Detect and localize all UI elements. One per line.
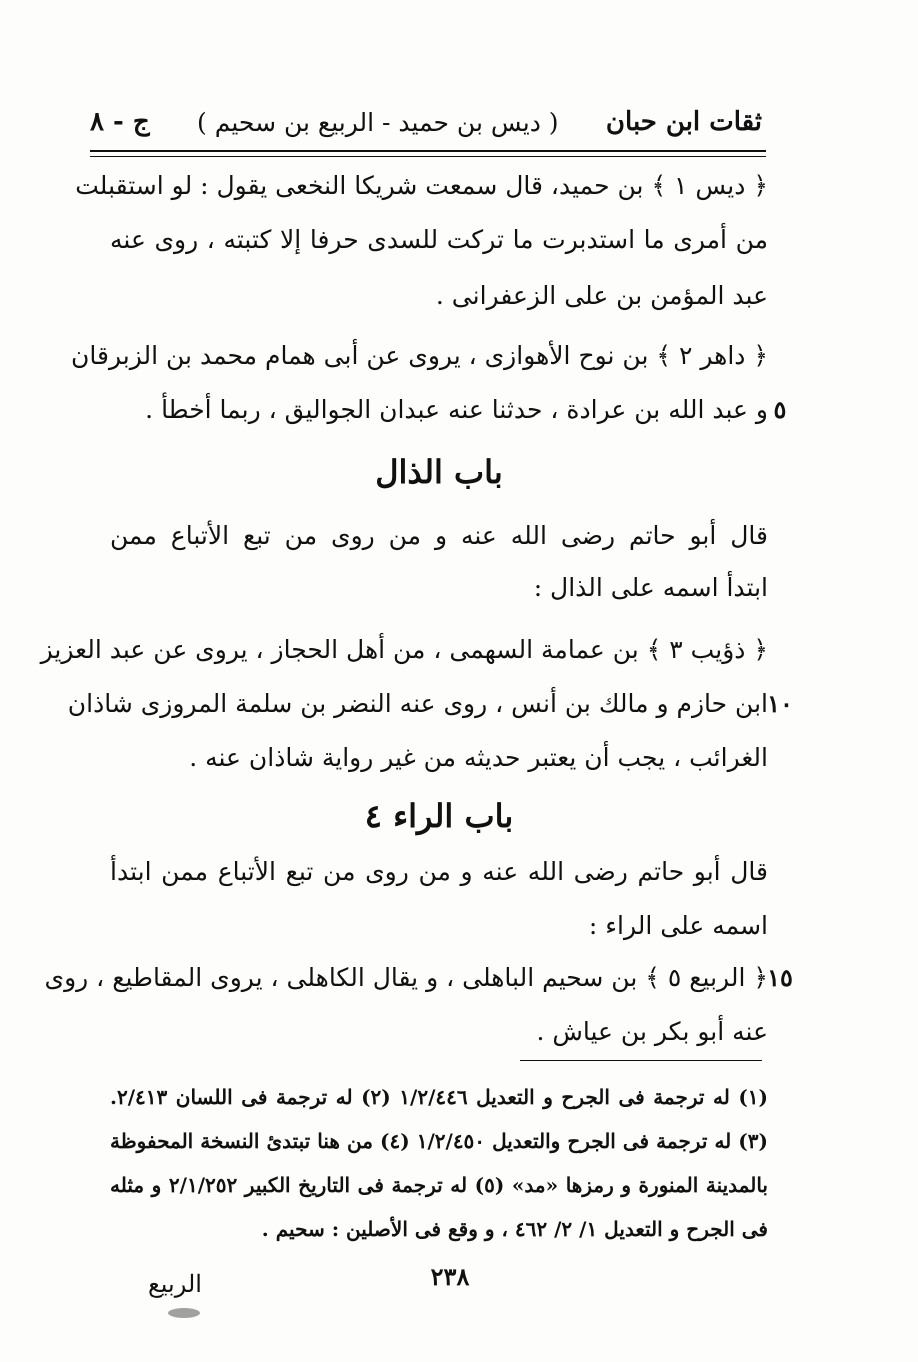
footnote-line: (٣) له ترجمة فى الجرح والتعديل ١/٢/٤٥٠ (٤) من هنا تبتدئ النسخة المحفوظة <box>110 1129 768 1153</box>
body-line: ﴿ الربيع ٥ ﴾ بن سحيم الباهلى ، و يقال الكاهلى ، يروى المقاطيع ، روى <box>44 963 768 992</box>
line-number: ١٥ <box>767 963 793 992</box>
footnote-separator <box>520 1060 762 1061</box>
body-line: عبد المؤمن بن على الزعفرانى . <box>435 281 768 310</box>
body-line: قال أبو حاتم رضى الله عنه و من روى من تبع الأتباع ممن ابتدأ <box>110 857 768 886</box>
line-number: ٥ <box>773 395 787 424</box>
body-line: من أمرى ما استدبرت ما تركت للسدى حرفا إلا كتبته ، روى عنه <box>110 225 768 254</box>
body-line: و عبد الله بن عرادة ، حدثنا عنه عبدان الجواليق ، ربما أخطأ . <box>145 395 768 424</box>
body-line: ﴿ ذؤيب ٣ ﴾ بن عمامة السهمى ، من أهل الحجاز ، يروى عن عبد العزيز <box>40 635 768 664</box>
header-rule <box>90 150 766 152</box>
page-number: ٢٣٨ <box>430 1262 470 1291</box>
body-line: الغرائب ، يجب أن يعتبر حديثه من غير رواية شاذان عنه . <box>189 743 768 772</box>
body-line: قال أبو حاتم رضى الله عنه و من روى من تبع الأتباع ممن <box>110 521 768 550</box>
body-line: اسمه على الراء : <box>588 911 768 940</box>
volume-label: ج - ٨ <box>90 107 150 137</box>
ink-smudge <box>168 1308 200 1318</box>
footnote-line: فى الجرح و التعديل ١/ ٢/ ٤٦٢ ، و وقع فى الأصلين : سحيم . <box>261 1217 768 1241</box>
footnote-line: (١) له ترجمة فى الجرح و التعديل ١/٢/٤٤٦ (٢) له ترجمة فى اللسان ٢/٤١٣. <box>110 1085 768 1109</box>
body-line: ابن حازم و مالك بن أنس ، روى عنه النضر بن سلمة المروزى شاذان <box>67 689 768 718</box>
footnote-line: بالمدينة المنورة و رمزها «مد» (٥) له ترجمة فى التاريخ الكبير ٢/١/٢٥٢ و مثله <box>110 1173 768 1197</box>
catchword: الربيع <box>148 1270 202 1298</box>
line-number: ١٠ <box>767 689 793 718</box>
header-rule-thin <box>90 156 766 157</box>
body-line: عنه أبو بكر بن عياش . <box>536 1017 768 1046</box>
section-heading-ra: باب الراء ٤ <box>364 797 514 835</box>
running-header <box>90 100 762 144</box>
body-line: ﴿ ديس ١ ﴾ بن حميد، قال سمعت شريكا النخعى يقول : لو استقبلت <box>75 171 768 200</box>
book-title: ثقات ابن حبان <box>605 107 762 137</box>
body-line: ابتدأ اسمه على الذال : <box>533 573 768 602</box>
entry-range: ( ديس بن حميد - الربيع بن سحيم ) <box>197 107 559 137</box>
section-heading-dhal: باب الذال <box>375 453 503 491</box>
body-line: ﴿ داهر ٢ ﴾ بن نوح الأهوازى ، يروى عن أبى همام محمد بن الزبرقان <box>71 341 768 370</box>
